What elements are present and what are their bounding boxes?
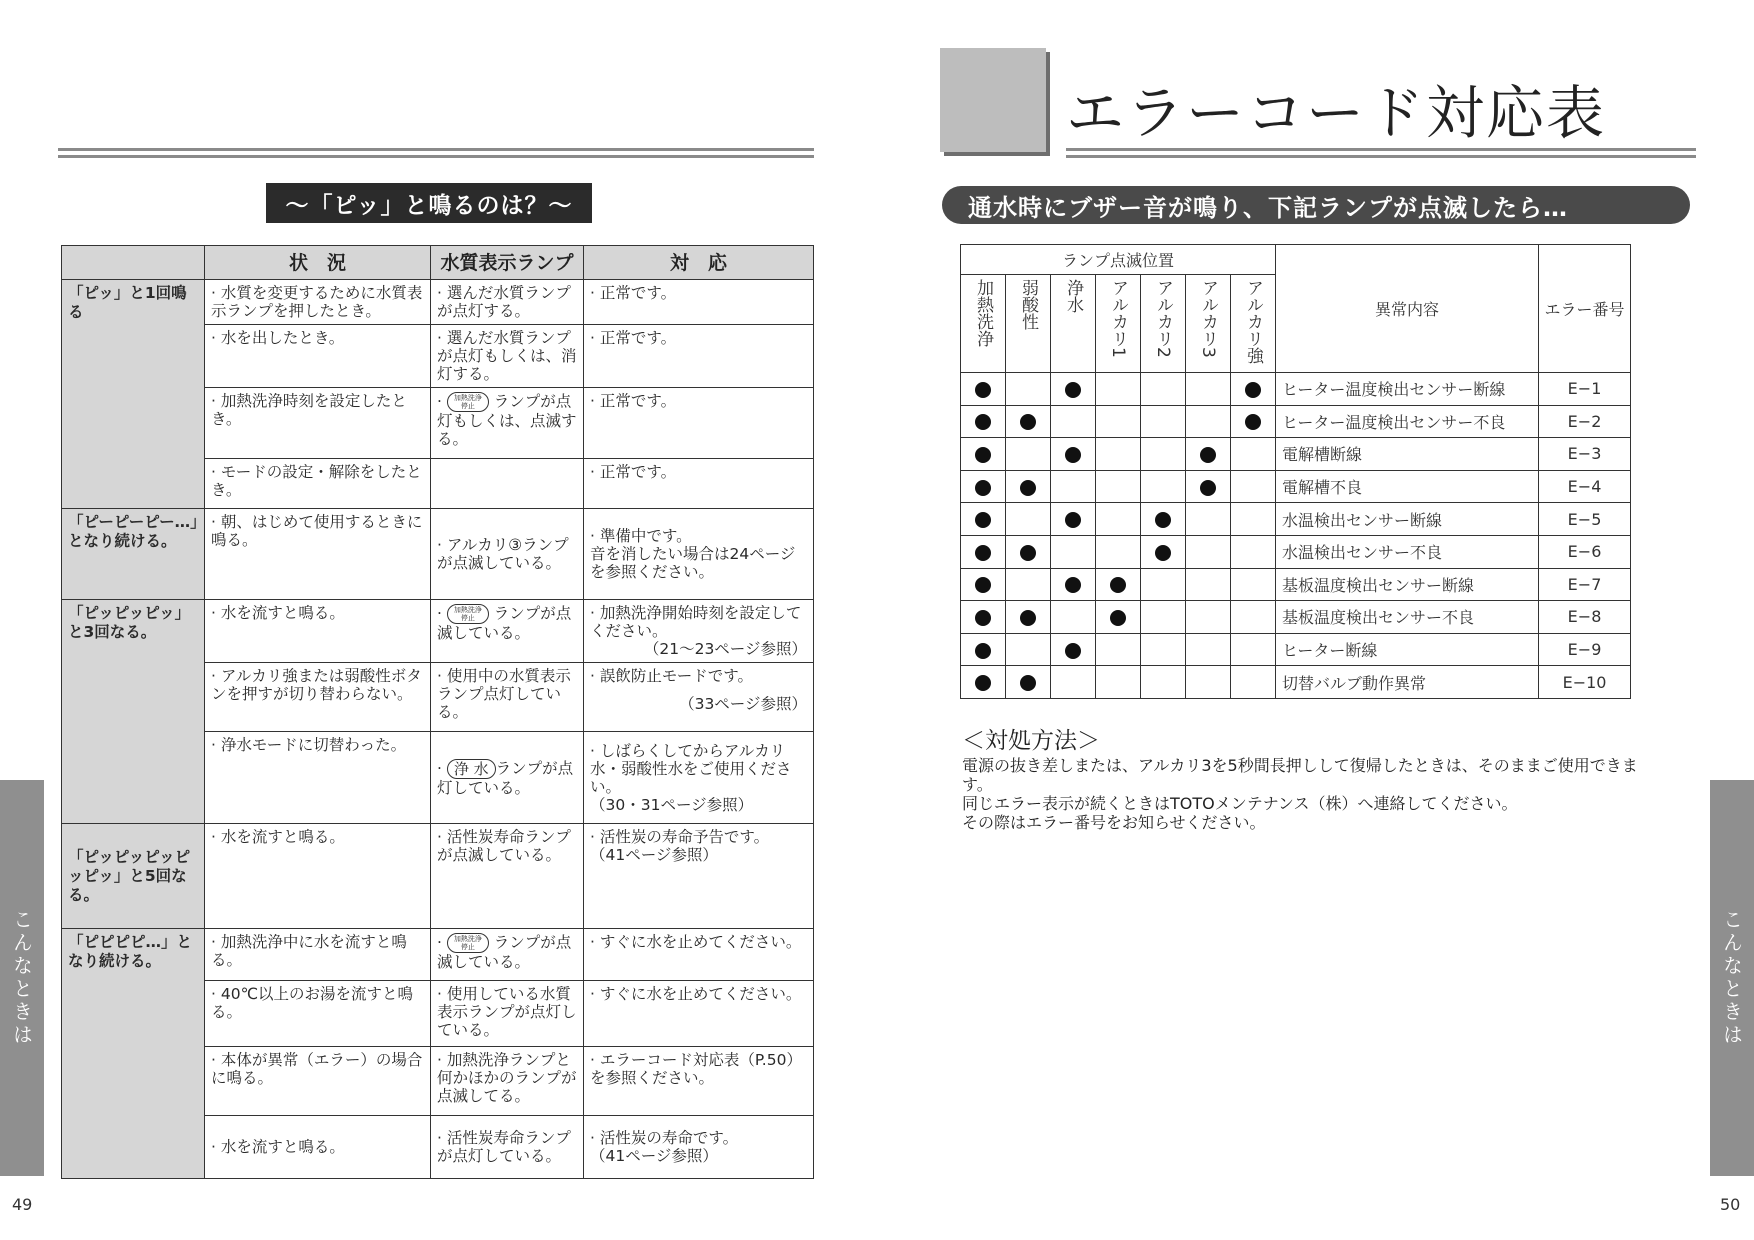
situation-cell: · 加熱洗浄時刻を設定したとき。: [205, 388, 431, 459]
lamp-cell: [1141, 405, 1186, 438]
lamp-dot-icon: [1065, 577, 1081, 593]
error-desc: 切替バルブ動作異常: [1276, 666, 1539, 699]
error-code: E−3: [1539, 438, 1631, 471]
lamp-dot-icon: [1065, 382, 1081, 398]
lamp-cell: [1006, 405, 1051, 438]
lamp-cell: [1096, 470, 1141, 503]
table-row: [62, 929, 814, 981]
lamp-cell: [1186, 438, 1231, 471]
response-text: · 誤飲防止モードです。: [590, 667, 753, 685]
lamp-cell: · 浄 水 ランプが点灯している。: [431, 732, 584, 824]
situation-cell: · 水を出したとき。: [205, 325, 431, 388]
lamp-dot-icon: [1020, 480, 1036, 496]
lamp-dot-icon: [1110, 610, 1126, 626]
lamp-cell: [961, 666, 1006, 699]
lamp-cell: [1186, 470, 1231, 503]
lamp-cell: [1231, 405, 1276, 438]
lamp-cell: · アルカリ③ランプが点滅している。: [431, 509, 584, 600]
lamp-cell: [1051, 373, 1096, 406]
lamp-column-header: 加熱洗浄: [961, 275, 1006, 373]
response-cell: · すぐに水を止めてください。: [584, 929, 814, 981]
error-code-table: [960, 244, 1631, 699]
response-cell: · 正常です。: [584, 325, 814, 388]
lamp-dot-icon: [975, 610, 991, 626]
lamp-cell: [961, 438, 1006, 471]
heat-wash-stop-lamp-icon: 加熱洗浄 停止: [447, 392, 489, 412]
page-number-left: 49: [12, 1195, 33, 1214]
error-row: [961, 405, 1631, 438]
response-cell: [584, 509, 814, 600]
response-cell: · すぐに水を止めてください。: [584, 981, 814, 1047]
page-title: エラーコード対応表: [1066, 79, 1607, 147]
lamp-text: ランプが点灯もしくは、点滅する。: [437, 392, 577, 448]
error-row: [961, 601, 1631, 634]
response-cell: · エラーコード対応表（P.50）を参照ください。: [584, 1047, 814, 1116]
lamp-cell: [1141, 633, 1186, 666]
lamp-cell: [1141, 666, 1186, 699]
error-row: [961, 633, 1631, 666]
lamp-cell: [1186, 568, 1231, 601]
lamp-dot-icon: [975, 512, 991, 528]
error-desc: ヒーター温度検出センサー不良: [1276, 405, 1539, 438]
error-desc: 水温検出センサー不良: [1276, 535, 1539, 568]
lamp-cell: [1006, 601, 1051, 634]
lamp-dot-icon: [1065, 447, 1081, 463]
situation-cell: · アルカリ強または弱酸性ボタンを押すが切り替わらない。: [205, 663, 431, 732]
lamp-cell: [1006, 470, 1051, 503]
lamp-cell: [1231, 568, 1276, 601]
situation-cell: · 浄水モードに切替わった。: [205, 732, 431, 824]
response-cell: [584, 663, 814, 732]
situation-cell: · 水を流すと鳴る。: [205, 1116, 431, 1179]
error-code: E−2: [1539, 405, 1631, 438]
lamp-text: ランプが点滅している。: [437, 933, 572, 971]
beep-table-header: [62, 246, 814, 280]
lamp-cell: [1006, 438, 1051, 471]
error-code: E−4: [1539, 470, 1631, 503]
lamp-dot-icon: [1155, 512, 1171, 528]
lamp-cell: [1006, 535, 1051, 568]
lamp-dot-icon: [1020, 610, 1036, 626]
lamp-cell: [1231, 535, 1276, 568]
lamp-cell: [1141, 438, 1186, 471]
method-heading: ＜対処方法＞: [962, 728, 1100, 754]
lamp-dot-icon: [975, 643, 991, 659]
lamp-dot-icon: [1200, 447, 1216, 463]
section-banner: 通水時にブザー音が鳴り、下記ランプが点滅したら…: [942, 186, 1690, 224]
lamp-cell: · 加熱洗浄 停止 ランプが点滅している。: [431, 600, 584, 663]
lamp-cell: [1186, 601, 1231, 634]
situation-cell: · 加熱洗浄中に水を流すと鳴る。: [205, 929, 431, 981]
lamp-cell: [961, 470, 1006, 503]
response-text: · 準備中です。: [590, 527, 692, 545]
page-number-right: 50: [1720, 1195, 1741, 1214]
error-desc: 水温検出センサー断線: [1276, 503, 1539, 536]
lamp-dot-icon: [1155, 545, 1171, 561]
lamp-cell: [1231, 503, 1276, 536]
lamp-cell: · 選んだ水質ランプが点灯する。: [431, 280, 584, 325]
lamp-cell: [1231, 666, 1276, 699]
method-body: [962, 756, 1662, 832]
method-line: 電源の抜き差しまたは、アルカリ3を5秒間長押しして復帰したときは、そのままご使用できます。: [962, 756, 1638, 794]
lamp-dot-icon: [1245, 414, 1261, 430]
right-header-rule: [1066, 148, 1696, 158]
situation-cell: · 本体が異常（エラー）の場合に鳴る。: [205, 1047, 431, 1116]
lamp-cell: [1006, 503, 1051, 536]
lamp-cell: [1096, 438, 1141, 471]
response-cell: [584, 732, 814, 824]
error-code: E−9: [1539, 633, 1631, 666]
lamp-cell: [1096, 405, 1141, 438]
lamp-cell: [1186, 633, 1231, 666]
lamp-dot-icon: [975, 447, 991, 463]
lamp-cell: [1141, 373, 1186, 406]
lamp-cell: · 活性炭寿命ランプが点灯している。: [431, 1116, 584, 1179]
header-lamp: 水質表示ランプ: [431, 246, 584, 280]
left-header-rule: [58, 148, 814, 158]
lamp-cell: [1051, 568, 1096, 601]
situation-cell: · 40℃以上のお湯を流すと鳴る。: [205, 981, 431, 1047]
lamp-cell: [1051, 633, 1096, 666]
error-desc: ヒーター温度検出センサー断線: [1276, 373, 1539, 406]
error-code: E−10: [1539, 666, 1631, 699]
response-note: （41ページ参照）: [590, 1147, 718, 1165]
side-tab-left: こんなときは: [0, 780, 44, 1176]
response-cell: · 正常です。: [584, 280, 814, 325]
error-code: E−6: [1539, 535, 1631, 568]
lamp-dot-icon: [975, 480, 991, 496]
situation-cell: · モードの設定・解除をしたとき。: [205, 459, 431, 509]
error-code-header: エラー番号: [1539, 245, 1631, 373]
lamp-column-header: アルカリ1: [1096, 275, 1141, 373]
error-code: E−1: [1539, 373, 1631, 406]
lamp-cell: [961, 535, 1006, 568]
lamp-cell: [961, 601, 1006, 634]
lamp-cell: [1141, 503, 1186, 536]
lamp-cell: [1051, 535, 1096, 568]
situation-cell: · 朝、はじめて使用するときに鳴る。: [205, 509, 431, 600]
response-text: · 活性炭の寿命予告です。: [590, 828, 770, 846]
lamp-cell: [1051, 405, 1096, 438]
sound-cell: 「ピッ」と1回鳴る: [62, 280, 205, 509]
lamp-cell: [1096, 666, 1141, 699]
error-row: [961, 535, 1631, 568]
lamp-cell: · 選んだ水質ランプが点灯もしくは、消灯する。: [431, 325, 584, 388]
lamp-cell: [961, 405, 1006, 438]
lamp-text: ランプが点滅している。: [437, 604, 572, 642]
error-desc: 基板温度検出センサー断線: [1276, 568, 1539, 601]
error-code: E−8: [1539, 601, 1631, 634]
side-tab-right: こんなときは: [1710, 780, 1754, 1176]
lamp-cell: [1141, 470, 1186, 503]
lamp-cell: [1096, 373, 1141, 406]
method-line: 同じエラー表示が続くときはTOTOメンテナンス（株）へ連絡してください。: [962, 794, 1518, 813]
title-block: [940, 48, 1046, 152]
lamp-cell: [1096, 535, 1141, 568]
header-response: 対 応: [584, 246, 814, 280]
lamp-column-header: 浄水: [1051, 275, 1096, 373]
lamp-cell: [1051, 470, 1096, 503]
error-row: [961, 470, 1631, 503]
lamp-dot-icon: [1065, 643, 1081, 659]
table-row: [62, 600, 814, 663]
heat-wash-stop-lamp-icon: 加熱洗浄 停止: [447, 933, 489, 953]
response-note: （41ページ参照）: [590, 846, 718, 864]
lamp-dot-icon: [1200, 480, 1216, 496]
lamp-cell: [1096, 503, 1141, 536]
lamp-cell: [1231, 601, 1276, 634]
lamp-cell: [1051, 666, 1096, 699]
error-row: [961, 666, 1631, 699]
lamp-cell: [1051, 601, 1096, 634]
lamp-dot-icon: [975, 675, 991, 691]
lamp-dot-icon: [1065, 512, 1081, 528]
response-cell: · 正常です。: [584, 459, 814, 509]
lamp-dot-icon: [1020, 675, 1036, 691]
table-row: [62, 509, 814, 600]
lamp-column-header: 弱酸性: [1006, 275, 1051, 373]
lamp-cell: [1231, 438, 1276, 471]
lamp-cell: [1006, 568, 1051, 601]
error-desc: 電解槽断線: [1276, 438, 1539, 471]
response-note: （21〜23ページ参照）: [643, 640, 807, 658]
response-cell: [584, 600, 814, 663]
sound-cell: 「ピーピーピー…」となり続ける。: [62, 509, 205, 600]
lamp-cell: · 使用中の水質表示ランプ点灯している。: [431, 663, 584, 732]
lamp-cell: [1141, 601, 1186, 634]
lamp-cell: [1186, 373, 1231, 406]
error-desc: 基板温度検出センサー不良: [1276, 601, 1539, 634]
error-desc: 電解槽不良: [1276, 470, 1539, 503]
lamp-cell: [431, 459, 584, 509]
sound-cell: 「ピッピッピッピッピッ」と5回なる。: [62, 824, 205, 929]
lamp-cell: [1231, 470, 1276, 503]
error-row: [961, 568, 1631, 601]
lamp-cell: [1096, 633, 1141, 666]
error-code: E−7: [1539, 568, 1631, 601]
beep-table: [61, 245, 814, 1179]
pure-water-lamp-icon: 浄 水: [447, 759, 496, 779]
response-text: · しばらくしてからアルカリ水・弱酸性水をご使用ください。: [590, 741, 792, 796]
method-line: その際はエラー番号をお知らせください。: [962, 813, 1266, 832]
lamp-cell: [961, 503, 1006, 536]
situation-cell: · 水を流すと鳴る。: [205, 600, 431, 663]
lamp-cell: [1096, 601, 1141, 634]
lamp-cell: [1186, 503, 1231, 536]
error-desc-header: 異常内容: [1276, 245, 1539, 373]
error-desc: ヒーター断線: [1276, 633, 1539, 666]
sound-cell: 「ピピピピ…」となり続ける。: [62, 929, 205, 1179]
response-note: （33ページ参照）: [679, 695, 807, 713]
response-note: 音を消したい場合は24ページを参照ください。: [590, 545, 796, 581]
lamp-cell: [1006, 633, 1051, 666]
lamp-cell: [1186, 405, 1231, 438]
header-sound: [62, 246, 205, 280]
lamp-cell: [1051, 438, 1096, 471]
lamp-cell: [1186, 535, 1231, 568]
response-note: （30・31ページ参照）: [590, 795, 754, 814]
response-cell: [584, 824, 814, 929]
lamp-cell: · 加熱洗浄 停止 ランプが点灯もしくは、点滅する。: [431, 388, 584, 459]
response-cell: [584, 1116, 814, 1179]
lamp-cell: [961, 373, 1006, 406]
lamp-cell: [1231, 373, 1276, 406]
lamp-dot-icon: [975, 545, 991, 561]
table-row: [62, 280, 814, 325]
lamp-cell: [1141, 535, 1186, 568]
heat-wash-stop-lamp-icon: 加熱洗浄 停止: [447, 604, 489, 624]
error-row: [961, 438, 1631, 471]
lamp-cell: [1231, 633, 1276, 666]
lamp-cell: [961, 633, 1006, 666]
response-cell: · 正常です。: [584, 388, 814, 459]
lamp-column-header: アルカリ2: [1141, 275, 1186, 373]
sound-cell: 「ピッピッピッ」と3回なる。: [62, 600, 205, 824]
lamp-dot-icon: [975, 577, 991, 593]
lamp-cell: · 活性炭寿命ランプが点滅している。: [431, 824, 584, 929]
lamp-dot-icon: [1020, 545, 1036, 561]
lamp-cell: [1186, 666, 1231, 699]
lamp-dot-icon: [1245, 382, 1261, 398]
lamp-cell: · 加熱洗浄ランプと何かほかのランプが点滅してる。: [431, 1047, 584, 1116]
lamp-dot-icon: [1110, 577, 1126, 593]
lamp-dot-icon: [975, 382, 991, 398]
lamp-text: ランプが点灯している。: [437, 759, 574, 797]
lamp-position-header: ランプ点滅位置: [961, 245, 1276, 275]
lamp-cell: [1141, 568, 1186, 601]
lamp-cell: [1006, 373, 1051, 406]
lamp-cell: [1051, 503, 1096, 536]
lamp-column-header: アルカリ3: [1186, 275, 1231, 373]
situation-cell: · 水質を変更するために水質表示ランプを押したとき。: [205, 280, 431, 325]
question-title: 〜「ピッ」と鳴るのは？〜: [266, 183, 592, 223]
lamp-dot-icon: [1020, 414, 1036, 430]
lamp-cell: · 加熱洗浄 停止 ランプが点滅している。: [431, 929, 584, 981]
table-row: [62, 824, 814, 929]
lamp-cell: [1096, 568, 1141, 601]
error-row: [961, 503, 1631, 536]
lamp-dot-icon: [975, 414, 991, 430]
lamp-cell: [1006, 666, 1051, 699]
error-code: E−5: [1539, 503, 1631, 536]
lamp-column-header: アルカリ強: [1231, 275, 1276, 373]
lamp-cell: · 使用している水質表示ランプが点灯している。: [431, 981, 584, 1047]
response-text: · 活性炭の寿命です。: [590, 1129, 739, 1147]
response-text: · 加熱洗浄開始時刻を設定してください。: [590, 604, 802, 640]
lamp-cell: [961, 568, 1006, 601]
header-situation: 状 況: [205, 246, 431, 280]
error-row: [961, 373, 1631, 406]
situation-cell: · 水を流すと鳴る。: [205, 824, 431, 929]
